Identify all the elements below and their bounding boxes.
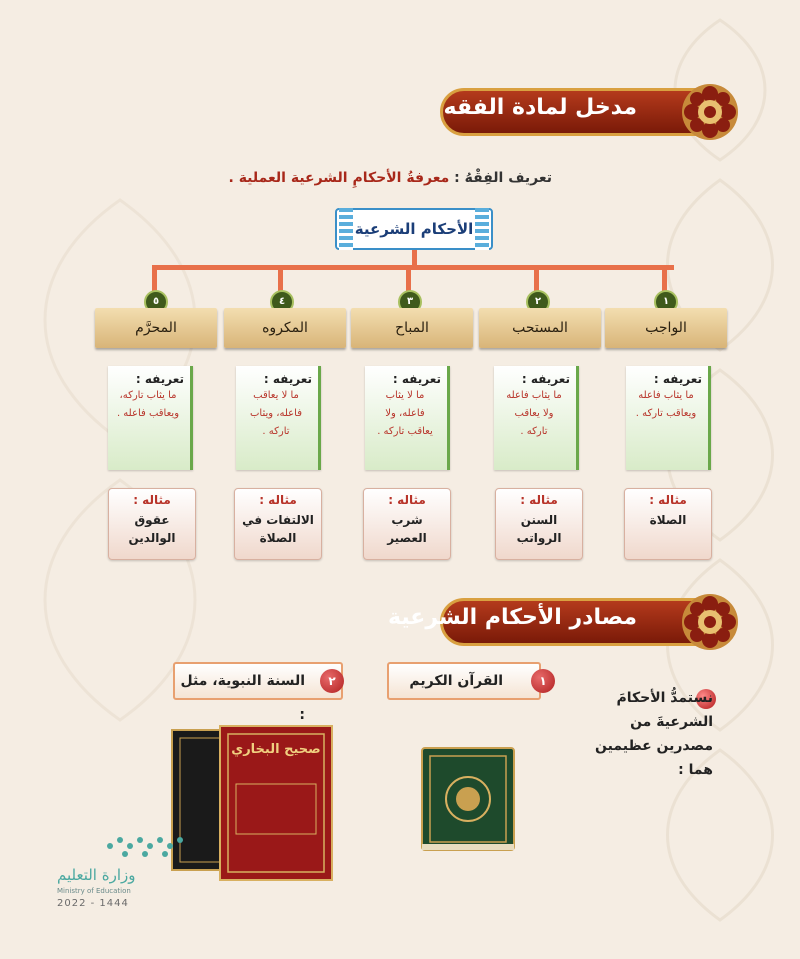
ministry-logo-name: وزارة التعليم <box>57 866 136 884</box>
source-number-1: ١ <box>531 669 555 693</box>
definition-box-2 <box>494 366 579 470</box>
definition-box-title: تعريفه : <box>135 372 184 386</box>
rosette-icon <box>680 592 740 652</box>
root-label: الأحكام الشرعية <box>354 220 474 238</box>
category-recommended: المستحب <box>479 308 601 348</box>
section-title-intro: مدخل لمادة الفقه <box>443 95 637 120</box>
rosette-icon <box>680 82 740 142</box>
definition-box-4 <box>236 366 321 470</box>
source-quran <box>387 662 541 700</box>
category-number-1: ١ <box>654 290 678 314</box>
connector-horizontal <box>152 265 674 270</box>
example-line: شرب <box>391 513 423 527</box>
example-box-3 <box>363 488 451 560</box>
example-box-title: مثاله : <box>259 493 297 507</box>
definition-line: تاركه . <box>262 426 290 437</box>
source-sunnah <box>173 662 343 723</box>
section-title-sources: مصادر الأحكام الشرعية <box>387 605 637 630</box>
definition-box-3 <box>365 366 450 470</box>
example-line: الالتفات في <box>242 513 314 527</box>
root-left-ornament <box>339 208 353 250</box>
definition-text: معرفةُ الأحكامِ الشرعية العملية . <box>228 170 450 186</box>
category-number-2: ٢ <box>526 290 550 314</box>
category-number-4: ٤ <box>270 290 294 314</box>
example-box-2 <box>495 488 583 560</box>
source-label: السنة النبوية، مثل : <box>180 673 305 723</box>
ministry-logo-icon <box>100 826 190 862</box>
definition-line: ويعاقب فاعله . <box>116 408 180 419</box>
example-line: العصير <box>387 531 427 545</box>
sources-intro <box>583 686 713 782</box>
definition-line: ما يثاب تاركه، <box>119 390 177 401</box>
example-line: عقوق <box>134 513 170 527</box>
category-number-5: ٥ <box>144 290 168 314</box>
definition-line: ما يثاب فاعله <box>506 390 562 401</box>
definition-line: ما لا يعاقب <box>253 390 299 401</box>
definition-box-1 <box>626 366 711 470</box>
source-number-2: ٢ <box>320 669 344 693</box>
category-disliked: المكروه <box>224 308 346 348</box>
example-line: الصلاة <box>259 531 297 545</box>
definition-line: فاعله، ويثاب <box>250 408 302 419</box>
definition-line: ما يثاب فاعله <box>638 390 694 401</box>
example-box-title: مثاله : <box>649 493 687 507</box>
example-box-title: مثاله : <box>520 493 558 507</box>
definition-line: تاركه . <box>520 426 548 437</box>
example-line: السنن الرواتب <box>516 513 562 545</box>
source-label: القرآن الكريم <box>409 673 503 689</box>
example-box-title: مثاله : <box>133 493 171 507</box>
edition-year: 2022 - 1444 <box>57 898 129 909</box>
definition-box-title: تعريفه : <box>263 372 312 386</box>
definition-line: يعاقب تاركه . <box>377 426 433 437</box>
definition-line: فاعله، ولا <box>385 408 425 419</box>
quran-book-icon <box>418 744 518 854</box>
example-box-4 <box>234 488 322 560</box>
definition-box-title: تعريفه : <box>653 372 702 386</box>
example-box-5 <box>108 488 196 560</box>
example-box-title: مثاله : <box>388 493 426 507</box>
ministry-logo-sub: Ministry of Education <box>57 887 131 895</box>
example-line: الصلاة <box>649 513 687 527</box>
example-line: الوالدين <box>128 531 176 545</box>
definition-box-title: تعريفه : <box>392 372 441 386</box>
example-box-1 <box>624 488 712 560</box>
category-number-3: ٣ <box>398 290 422 314</box>
section-header-intro <box>440 88 720 136</box>
intro-line: هما : <box>678 762 713 778</box>
section-header-sources <box>387 598 720 646</box>
arabesque-pattern-icon <box>640 0 800 959</box>
fiqh-definition <box>229 170 553 186</box>
definition-line: ويعاقب تاركه . <box>635 408 697 419</box>
category-forbidden: المحرَّم <box>95 308 217 348</box>
intro-line: نستمدُّ الأحكامَ <box>616 690 713 706</box>
definition-box-5 <box>108 366 193 470</box>
definition-line: ولا يعاقب <box>514 408 554 419</box>
book-title: صحيح البخاري <box>231 742 321 757</box>
root-right-ornament <box>475 208 489 250</box>
intro-line: الشرعيةَ من <box>630 714 713 730</box>
definition-box-title: تعريفه : <box>521 372 570 386</box>
intro-line: مصدرين عظيمين <box>595 738 713 754</box>
category-obligatory: الواجب <box>605 308 727 348</box>
category-permissible: المباح <box>351 308 473 348</box>
root-node <box>335 208 493 250</box>
definition-label: تعريف الفِقْهُ : <box>454 170 552 186</box>
definition-line: ما لا يثاب <box>385 390 425 401</box>
